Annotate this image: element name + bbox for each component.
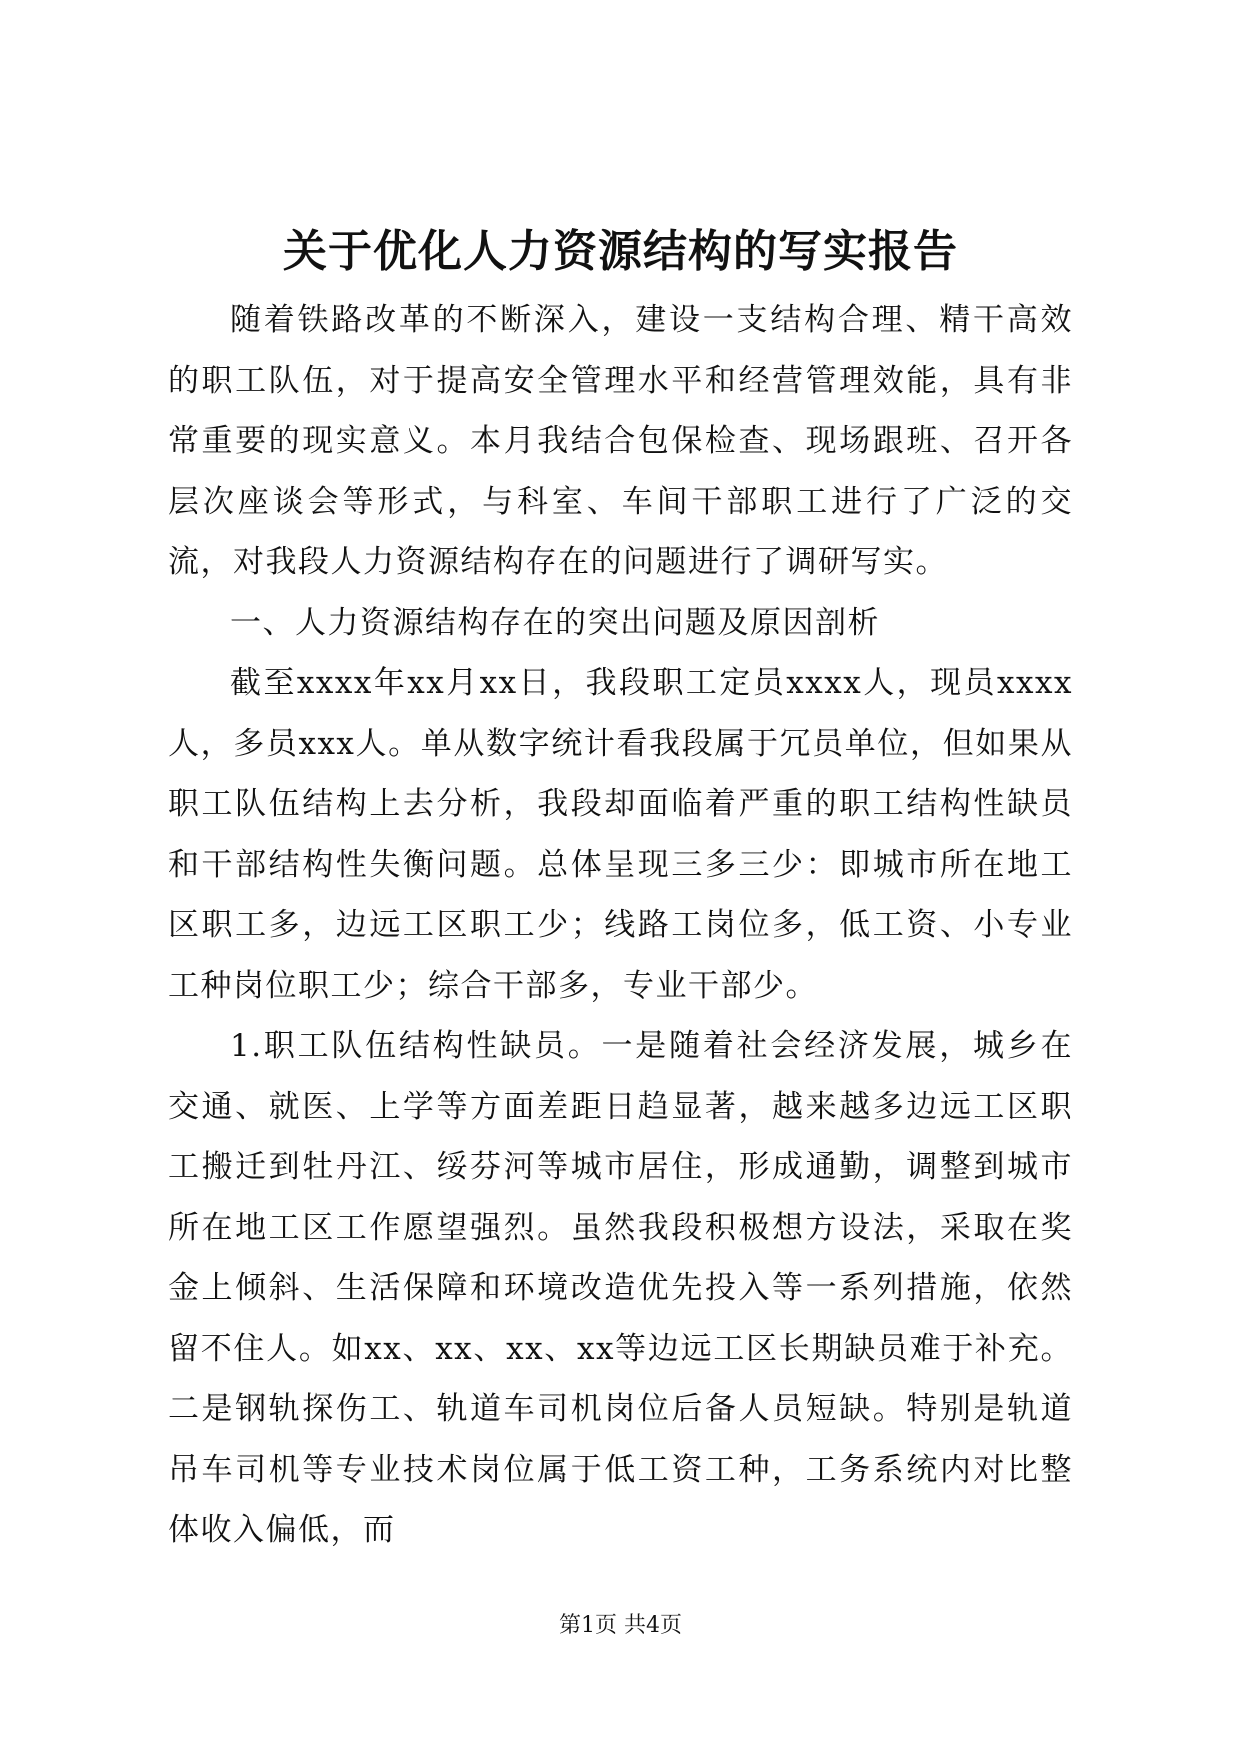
paragraph-statistics: 截至xxxx年xx月xx日，我段职工定员xxxx人，现员xxxx人，多员xxx人。单从数字统计看我段属于冗员单位，但如果从职工队伍结构上去分析，我段却面临着严重的职工结构性缺员和干部结构性失衡问题。总体呈现三多三少：即城市所在地工区职工多，边远工区职工少；线路工岗位多，低工资、小专业工种岗位职工少；综合干部多，专业干部少。 (168, 665, 1073, 1004)
page-number-footer: 第1页 共4页 (559, 1613, 682, 1638)
paragraph-structural-shortage: 1.职工队伍结构性缺员。一是随着社会经济发展，城乡在交通、就医、上学等方面差距日趋显著，越来越多边远工区职工搬迁到牡丹江、绥芬河等城市居住，形成通勤，调整到城市所在地工区工作愿望强烈。虽然我段积极想方设法，采取在奖金上倾斜、生活保障和环境改造优先投入等一系列措施，依然留不住人。如xx、xx、xx、xx等边远工区长期缺员难于补充。二是钢轨探伤工、轨道车司机岗位后备人员短缺。特别是轨道吊车司机等专业技术岗位属于低工资工种，工务系统内对比整体收入偏低，而 (168, 1028, 1073, 1548)
paragraph-intro: 随着铁路改革的不断深入，建设一支结构合理、精干高效的职工队伍，对于提高安全管理水平和经营管理效能，具有非常重要的现实意义。本月我结合包保检查、现场跟班、召开各层次座谈会等形式，与科室、车间干部职工进行了广泛的交流，对我段人力资源结构存在的问题进行了调研写实。 (168, 302, 1073, 580)
document-title: 关于优化人力资源结构的写实报告 (283, 226, 958, 277)
document-body (168, 290, 1073, 1561)
section-heading: 一、人力资源结构存在的突出问题及原因剖析 (230, 604, 880, 641)
